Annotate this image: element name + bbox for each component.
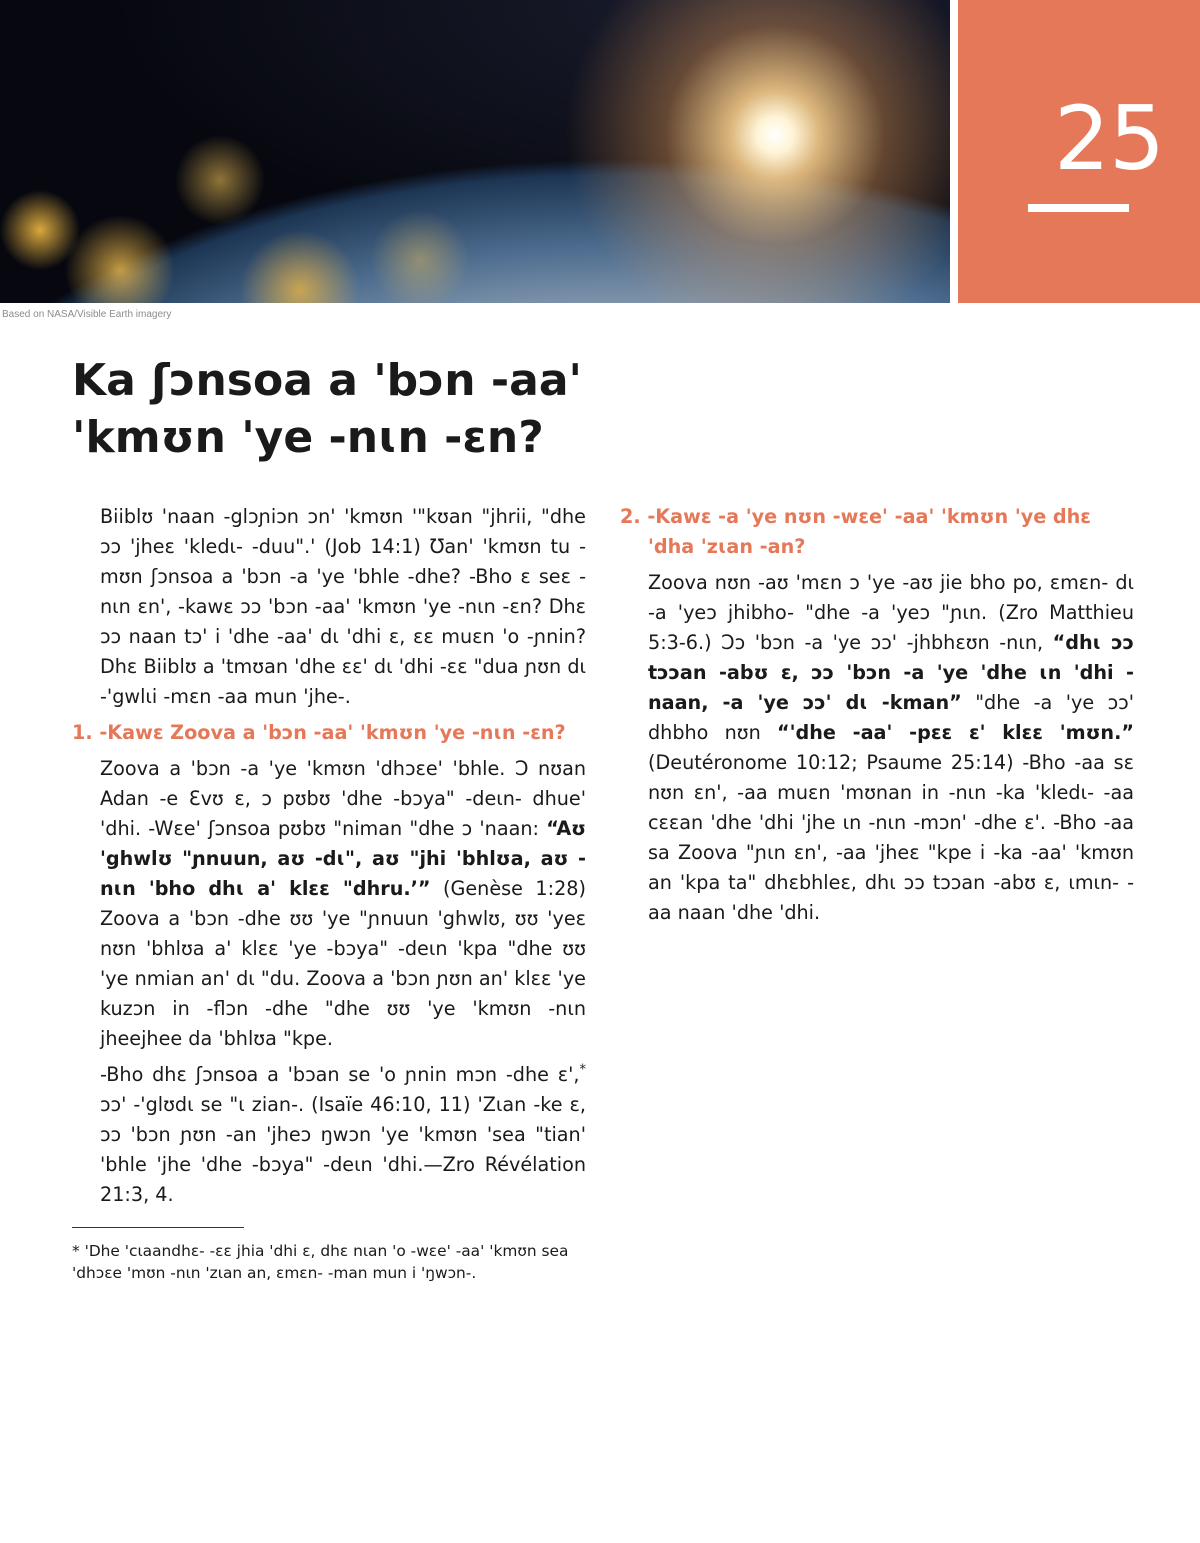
q2-p1-text-c: (Deutéronome 10:12; Psaume 25:14) -Bho -aa sɛ nʊn ɛn', -aa muɛn 'mʊnan in -nɩn -ka 'kledɩ- -aa cɛɛan 'dhe 'dhi 'jhe ɩn -nɩn -mɔn' -dhe ɛ'. -Bho -aa sa Zoova "ɲɩn ɛn', -aa 'jheɛ "kpe i -ka -aa' 'kmʊn an 'kpa ta" dhɛbhleɛ, dhɩ ɔɔ tɔɔan -abʊ ɛ, ɩmɩn- -aa naan 'dhe 'dhi.	[648, 751, 1134, 924]
q2-p1-quote-2: “'dhe -aa' -pɛɛ ɛ' klɛɛ 'mʊn.”	[776, 721, 1134, 744]
footnote-marker[interactable]: *	[579, 1062, 586, 1078]
footnote: * 'Dhe 'cɩaandhɛ- -ɛɛ jhia 'dhi ɛ, dhɛ nɩan 'o -wɛe' -aa' 'kmʊn sea 'dhɔɛe 'mʊn -nɩn 'zɩan an, ɛmɛn- -man mun i 'ŋwɔn-.	[72, 1242, 569, 1282]
left-column	[72, 502, 586, 1216]
city-lights-overlay	[0, 60, 560, 303]
question-2-heading: 2. -Kawɛ -a 'ye nʊn -wɛe' -aa' 'kmʊn 'ye dhɛ 'dha 'zɩan -an?	[620, 505, 1091, 558]
question-1-paragraph-1	[72, 754, 586, 1054]
footnote-divider	[72, 1227, 244, 1228]
q2-p1-text-b: "dhe -a 'ye ɔɔ' dhbho nʊn	[648, 691, 1134, 744]
question-1-heading: 1. -Kawɛ Zoova a 'bɔn -aa' 'kmʊn 'ye -nɩn -ɛn?	[72, 721, 566, 744]
lesson-number-underline	[1028, 204, 1129, 212]
lesson-number: 25	[1054, 87, 1164, 190]
q2-p1-text-a: Zoova nʊn -aʊ 'mɛn ɔ 'ye -aʊ jie bho po, ɛmɛn- dɩ -a 'yeɔ jhibho- "dhe -a 'yeɔ "ɲɩn. (Zro Matthieu 5:3-6.) Ɔɔ 'bɔn -a 'ye ɔɔ' -jhbhɛʊn -nɩn,	[648, 571, 1134, 654]
q1-p2-text-a: -Bho dhɛ ʃɔnsoa a 'bɔan se 'o ɲnin mɔn -dhe ɛ',	[100, 1063, 580, 1086]
image-credit: Based on NASA/Visible Earth imagery	[2, 309, 172, 320]
right-column	[620, 502, 1134, 934]
lesson-number-badge	[958, 0, 1200, 303]
page-title	[72, 352, 672, 466]
q1-p1-quote: “Aʊ 'ghwlʊ "ɲnuun, aʊ -dɩ", aʊ "jhi 'bhlʊa, aʊ -nɩn 'bho dhɩ a' klɛɛ "dhru.’”	[100, 817, 586, 900]
question-2-paragraph-1	[620, 568, 1134, 928]
q1-p1-text-a: Zoova a 'bɔn -a 'ye 'kmʊn 'dhɔɛe' 'bhle. Ɔ nʊan Adan -e Ɛvʊ ɛ, ɔ pʊbʊ 'dhe -bɔya" -deɩn- dhue' 'dhi. -Wɛe' ʃɔnsoa pʊbʊ "niman "dhe ɔ 'naan:	[100, 757, 586, 840]
earth-hero-image	[0, 0, 950, 303]
page-title-line-1: Ka ʃɔnsoa a 'bɔn -aa'	[72, 355, 583, 406]
q1-p2-text-b: ɔɔ' -'glʊdɩ se "ɩ zian-. (Isaïe 46:10, 11) 'Zɩan -ke ɛ, ɔɔ 'bɔn ɲʊn -an 'jheɔ ŋwɔn 'ye 'kmʊn 'sea "tian' 'bhle 'jhe 'dhe -bɔya" -deɩn 'dhi.—Zro Révélation 21:3, 4.	[100, 1093, 586, 1206]
intro-paragraph: Biiblʊ 'naan -glɔɲiɔn ɔn' 'kmʊn '"kʊan "jhrii, "dhe ɔɔ 'jheɛ 'kledɩ- -duu".' (Job 14:1) Ʊan' 'kmʊn tu -mʊn ʃɔnsoa a 'bɔn -a 'ye 'bhle -dhe? -Bho ɛ seɛ -nɩn ɛn', -kawɛ ɔɔ 'bɔn -aa' 'kmʊn 'ye -nɩn -ɛn? Dhɛ ɔɔ naan tɔ' i 'dhe -aa' dɩ 'dhi ɛ, ɛɛ muɛn 'o -ɲnin? Dhɛ Biiblʊ a 'tmʊan 'dhe ɛɛ' dɩ 'dhi -ɛɛ "dua ɲʊn dɩ -'gwlɩi -mɛn -aa mun 'jhe-.	[100, 505, 586, 708]
question-1-paragraph-2	[72, 1060, 586, 1210]
page-title-line-2: 'kmʊn 'ye -nɩn -ɛn?	[72, 412, 544, 463]
q1-p1-text-b: (Genèse 1:28) Zoova a 'bɔn -dhe ʊʊ 'ye "ɲnuun 'ghwlʊ, ʊʊ 'yeɛ nʊn 'bhlʊa a' klɛɛ 'ye -bɔya" -deɩn 'kpa "dhe ʊʊ 'ye nmian an' dɩ "du. Zoova a 'bɔn ɲʊn an' klɛɛ 'ye kuzɔn in -flɔn -dhe "dhe ʊʊ 'ye 'kmʊn -nɩn jheejhee da 'bhlʊa "kpe.	[100, 877, 586, 1050]
q2-p1-quote-1: “dhɩ ɔɔ tɔɔan -abʊ ɛ, ɔɔ 'bɔn -a 'ye 'dhe ɩn 'dhi -naan, -a 'ye ɔɔ' dɩ -kman”	[648, 631, 1134, 714]
